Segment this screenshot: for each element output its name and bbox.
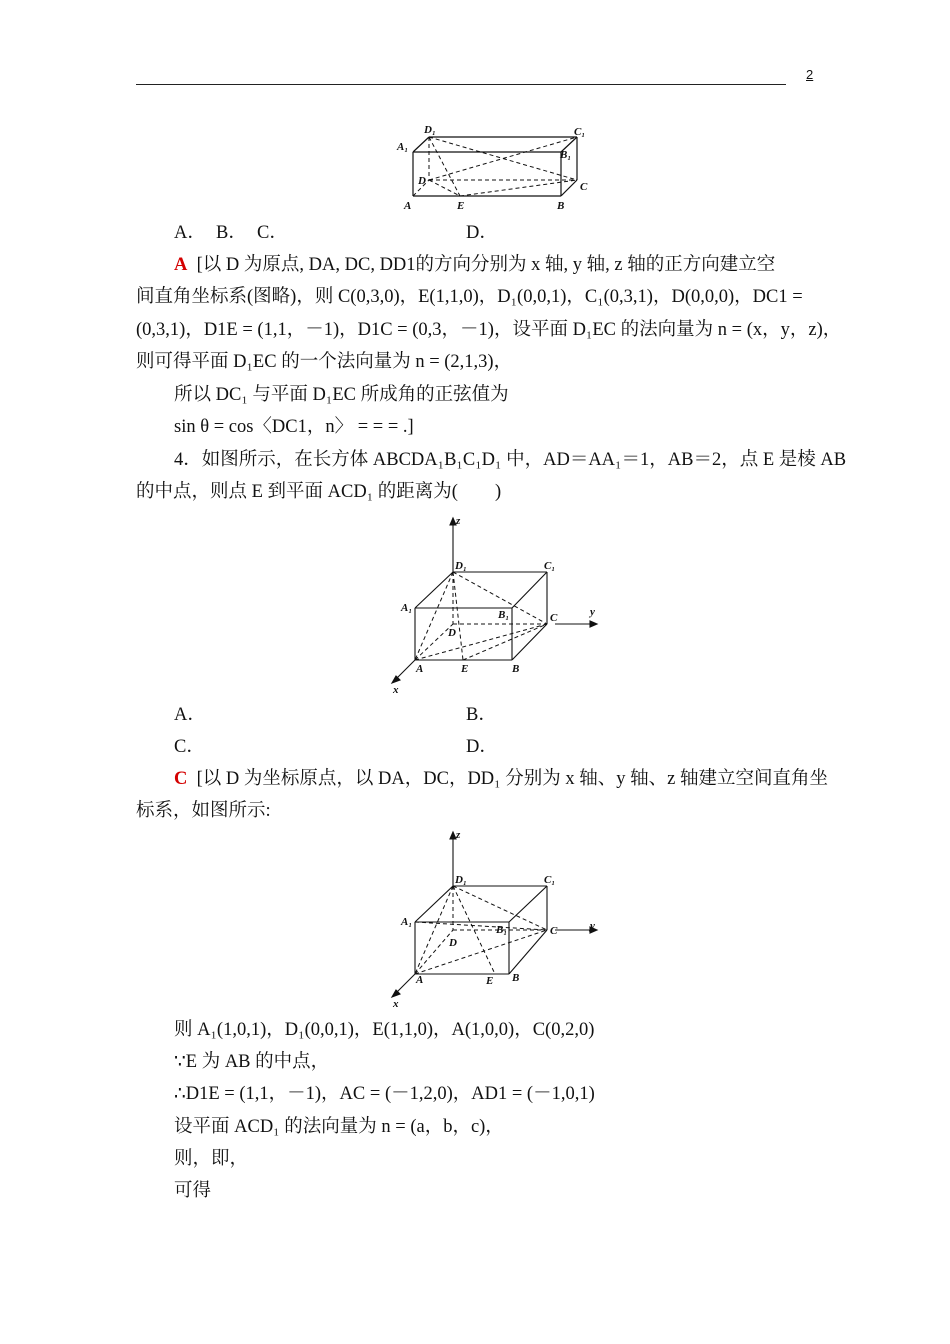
fig1-label-d1: D₁ [424,124,436,136]
q4-solution-line5: ∴D1E = (1,1，－1)，AC = (－1,2,0)，AD1 = (－1,0,1) [174,1084,595,1104]
fig1-label-c1: C₁ [574,126,586,138]
q4-solution-line7: 则，即， [174,1149,249,1169]
q4-solution-line3: 则 A₁(1,0,1)，D₁(0,0,1)，E(1,1,0)，A(1,0,0)，C(0,2,0) [174,1020,595,1040]
fig2-label-d: D [448,627,456,639]
page-number: 2 [806,67,814,82]
q3-option-c: C． [257,223,288,243]
q3-option-b: B． [216,223,247,243]
fig2-label-e: E [461,663,469,675]
fig3-label-c1: C₁ [544,874,556,886]
q3-option-d: D． [466,223,498,243]
q3-solution-line2: 间直角坐标系(图略)，则 C(0,3,0)，E(1,1,0)，D₁(0,0,1)，C₁(0,3,1)，D(0,0,0)，DC1 = [136,287,803,307]
fig3-label-a: A [416,974,424,986]
fig3-label-a1: A₁ [401,916,413,928]
fig2-label-b1: B₁ [498,609,510,621]
q3-solution-line6: sin θ = cos〈DC1，n〉 = = = .] [174,417,414,437]
fig3-label-b1: B₁ [496,924,508,936]
q3-solution-line1 [174,252,775,278]
q4-option-d: D． [466,737,498,757]
fig1-label-d: D [418,175,426,187]
fig1-label-b: B [557,200,565,212]
fig3-label-x: x [393,998,399,1010]
q4-solution-line6: 设平面 ACD₁ 的法向量为 n = (a，b，c)， [174,1117,504,1137]
fig2-label-a: A [416,663,424,675]
fig1-label-a1: A₁ [397,141,409,153]
fig2-label-a1: A₁ [401,602,413,614]
fig3-label-b: B [512,972,520,984]
q4-option-b: B． [466,705,497,725]
fig2-label-x: x [393,684,399,696]
fig1-label-b1: B₁ [560,149,572,161]
q4-solution-text1: [以 D 为坐标原点，以 DA，DC，DD₁ 分别为 x 轴、y 轴、z 轴建立空间直角坐 [196,769,828,789]
fig3-label-d1: D₁ [455,874,467,886]
q3-solution-line5: 所以 DC₁ 与平面 D₁EC 所成角的正弦值为 [174,385,509,405]
fig1-label-a: A [404,200,412,212]
q3-option-a: A． [174,223,206,243]
q4-question-line1: 4．如图所示，在长方体 ABCDA₁B₁C₁D₁ 中，AD＝AA₁＝1，AB＝2，点 E 是棱 AB [174,450,847,470]
fig3-label-z: z [456,829,461,841]
fig2-label-c1: C₁ [544,560,556,572]
q3-solution-line3: (0,3,1)，D1E = (1,1，－1)，D1C = (0,3，－1)，设平面 D₁EC 的法向量为 n = (x，y，z)， [136,320,842,340]
figure-cuboid-solution [385,826,605,1011]
fig1-label-c: C [580,181,588,193]
q4-answer: C [174,769,188,789]
fig3-label-e: E [486,975,494,987]
fig2-label-y: y [590,606,595,618]
fig2-label-b: B [512,663,520,675]
fig3-label-d: D [449,937,457,949]
q3-solution-line4: 则可得平面 D₁EC 的一个法向量为 n = (2,1,3)， [136,352,513,372]
fig3-label-c: C [550,925,558,937]
fig2-label-c: C [550,612,558,624]
figure-cuboid-q3 [395,122,595,214]
q4-option-c: C． [174,737,205,757]
q4-question-line2: 的中点，则点 E 到平面 ACD₁ 的距离为( ) [136,482,502,502]
fig3-label-y: y [590,920,595,932]
figure-cuboid-q4 [385,512,605,697]
q4-solution-line2: 标系，如图所示: [136,801,271,821]
fig2-label-d1: D₁ [455,560,467,572]
q4-solution-line8: 可得 [174,1181,212,1201]
header-rule [136,84,786,85]
fig2-label-z: z [456,515,461,527]
q4-solution-line1 [174,766,828,792]
q4-option-a: A． [174,705,206,725]
q3-solution-text1: [以 D 为原点, DA, DC, DD1的方向分别为 x 轴, y 轴, z 轴的正方向建立空 [196,255,776,275]
fig1-label-e: E [457,200,465,212]
q3-answer: A [174,255,188,275]
q4-solution-line4: ∵E 为 AB 的中点， [174,1052,330,1072]
